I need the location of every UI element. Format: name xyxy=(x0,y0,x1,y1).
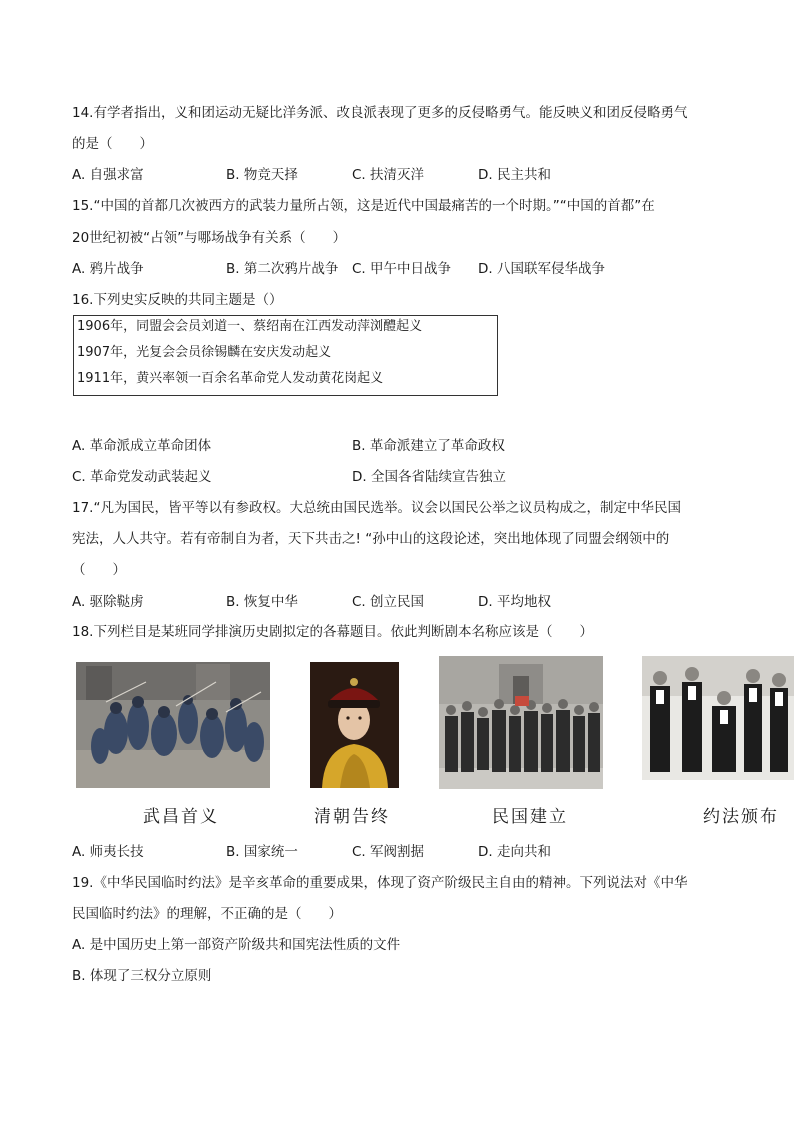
q16-option-d: D. 全国各省陆续宣告独立 xyxy=(352,469,506,485)
q14-option-b: B. 物竞天择 xyxy=(226,167,298,183)
q18-option-b: B. 国家统一 xyxy=(226,844,298,860)
q19-option-a: A. 是中国历史上第一部资产阶级共和国宪法性质的文件 xyxy=(72,937,401,953)
q15-option-b: B. 第二次鸦片战争 xyxy=(226,261,339,277)
caption-wuchang-uprising: 武昌首义 xyxy=(143,807,219,827)
q17-option-d: D. 平均地权 xyxy=(478,594,551,610)
wuchang-uprising-photo xyxy=(76,662,270,788)
q15-stem-line1: 15.“中国的首都几次被西方的武装力量所占领，这是近代中国最痛苦的一个时期。”“中国的首都”在 xyxy=(72,198,655,214)
q17-stem-line1: 17.“凡为国民，皆平等以有参政权。大总统由国民选举。议会以国民公举之议员构成之，制定中华民国 xyxy=(72,500,681,516)
q17-option-b: B. 恢复中华 xyxy=(226,594,298,610)
q14-option-c: C. 扶清灭洋 xyxy=(352,167,425,183)
q19-stem-line1: 19.《中华民国临时约法》是辛亥革命的重要成果，体现了资产阶级民主自由的精神。下列说法对《中华 xyxy=(72,875,688,891)
q18-stem: 18.下列栏目是某班同学排演历史剧拟定的各幕题目。依此判断剧本名称应该是（ ） xyxy=(72,624,593,640)
q14-option-a: A. 自强求富 xyxy=(72,167,144,183)
caption-republic-founding: 民国建立 xyxy=(492,807,568,827)
q14-stem-line1: 14.有学者指出，义和团运动无疑比洋务派、改良派表现了更多的反侵略勇气。能反映义和团反侵略勇气 xyxy=(72,105,688,121)
q15-option-c: C. 甲午中日战争 xyxy=(352,261,452,277)
q16-option-c: C. 革命党发动武装起义 xyxy=(72,469,212,485)
q16-fact-1911: 1911年，黄兴率领一百余名革命党人发动黄花岗起义 xyxy=(77,371,384,386)
caption-constitution: 约法颁布 xyxy=(703,807,779,827)
caption-qing-end: 清朝告终 xyxy=(314,807,390,827)
q15-option-a: A. 鸦片战争 xyxy=(72,261,144,277)
q19-option-b: B. 体现了三权分立原则 xyxy=(72,968,212,984)
q15-option-d: D. 八国联军侵华战争 xyxy=(478,261,605,277)
q16-fact-1906: 1906年，同盟会会员刘道一、蔡绍南在江西发动萍浏醴起义 xyxy=(77,319,423,334)
q17-stem-line2: 宪法，人人共守。若有帝制自为者，天下共击之! “孙中山的这段论述，突出地体现了同盟会纲领中的 xyxy=(72,531,670,547)
q17-stem-line3: （ ） xyxy=(72,562,126,578)
q15-stem-line2: 20世纪初被“占领”与哪场战争有关系（ ） xyxy=(72,230,347,246)
q16-option-a: A. 革命派成立革命团体 xyxy=(72,438,212,454)
q17-option-c: C. 创立民国 xyxy=(352,594,425,610)
q18-option-c: C. 军阀割据 xyxy=(352,844,425,860)
q14-option-d: D. 民主共和 xyxy=(478,167,551,183)
q16-fact-box xyxy=(73,315,498,396)
q16-stem: 16.下列史实反映的共同主题是（） xyxy=(72,292,283,308)
q18-option-d: D. 走向共和 xyxy=(478,844,551,860)
provisional-constitution-photo xyxy=(642,656,794,780)
q18-option-a: A. 师夷长技 xyxy=(72,844,144,860)
q14-stem-line2: 的是（ ） xyxy=(72,136,153,152)
q19-stem-line2: 民国临时约法》的理解，不正确的是（ ） xyxy=(72,906,342,922)
q17-option-a: A. 驱除鞑虏 xyxy=(72,594,144,610)
republic-founding-photo xyxy=(439,656,603,789)
q16-option-b: B. 革命派建立了革命政权 xyxy=(352,438,505,454)
q16-fact-1907: 1907年，光复会会员徐锡麟在安庆发动起义 xyxy=(77,345,332,360)
qing-emperor-photo xyxy=(310,662,399,788)
